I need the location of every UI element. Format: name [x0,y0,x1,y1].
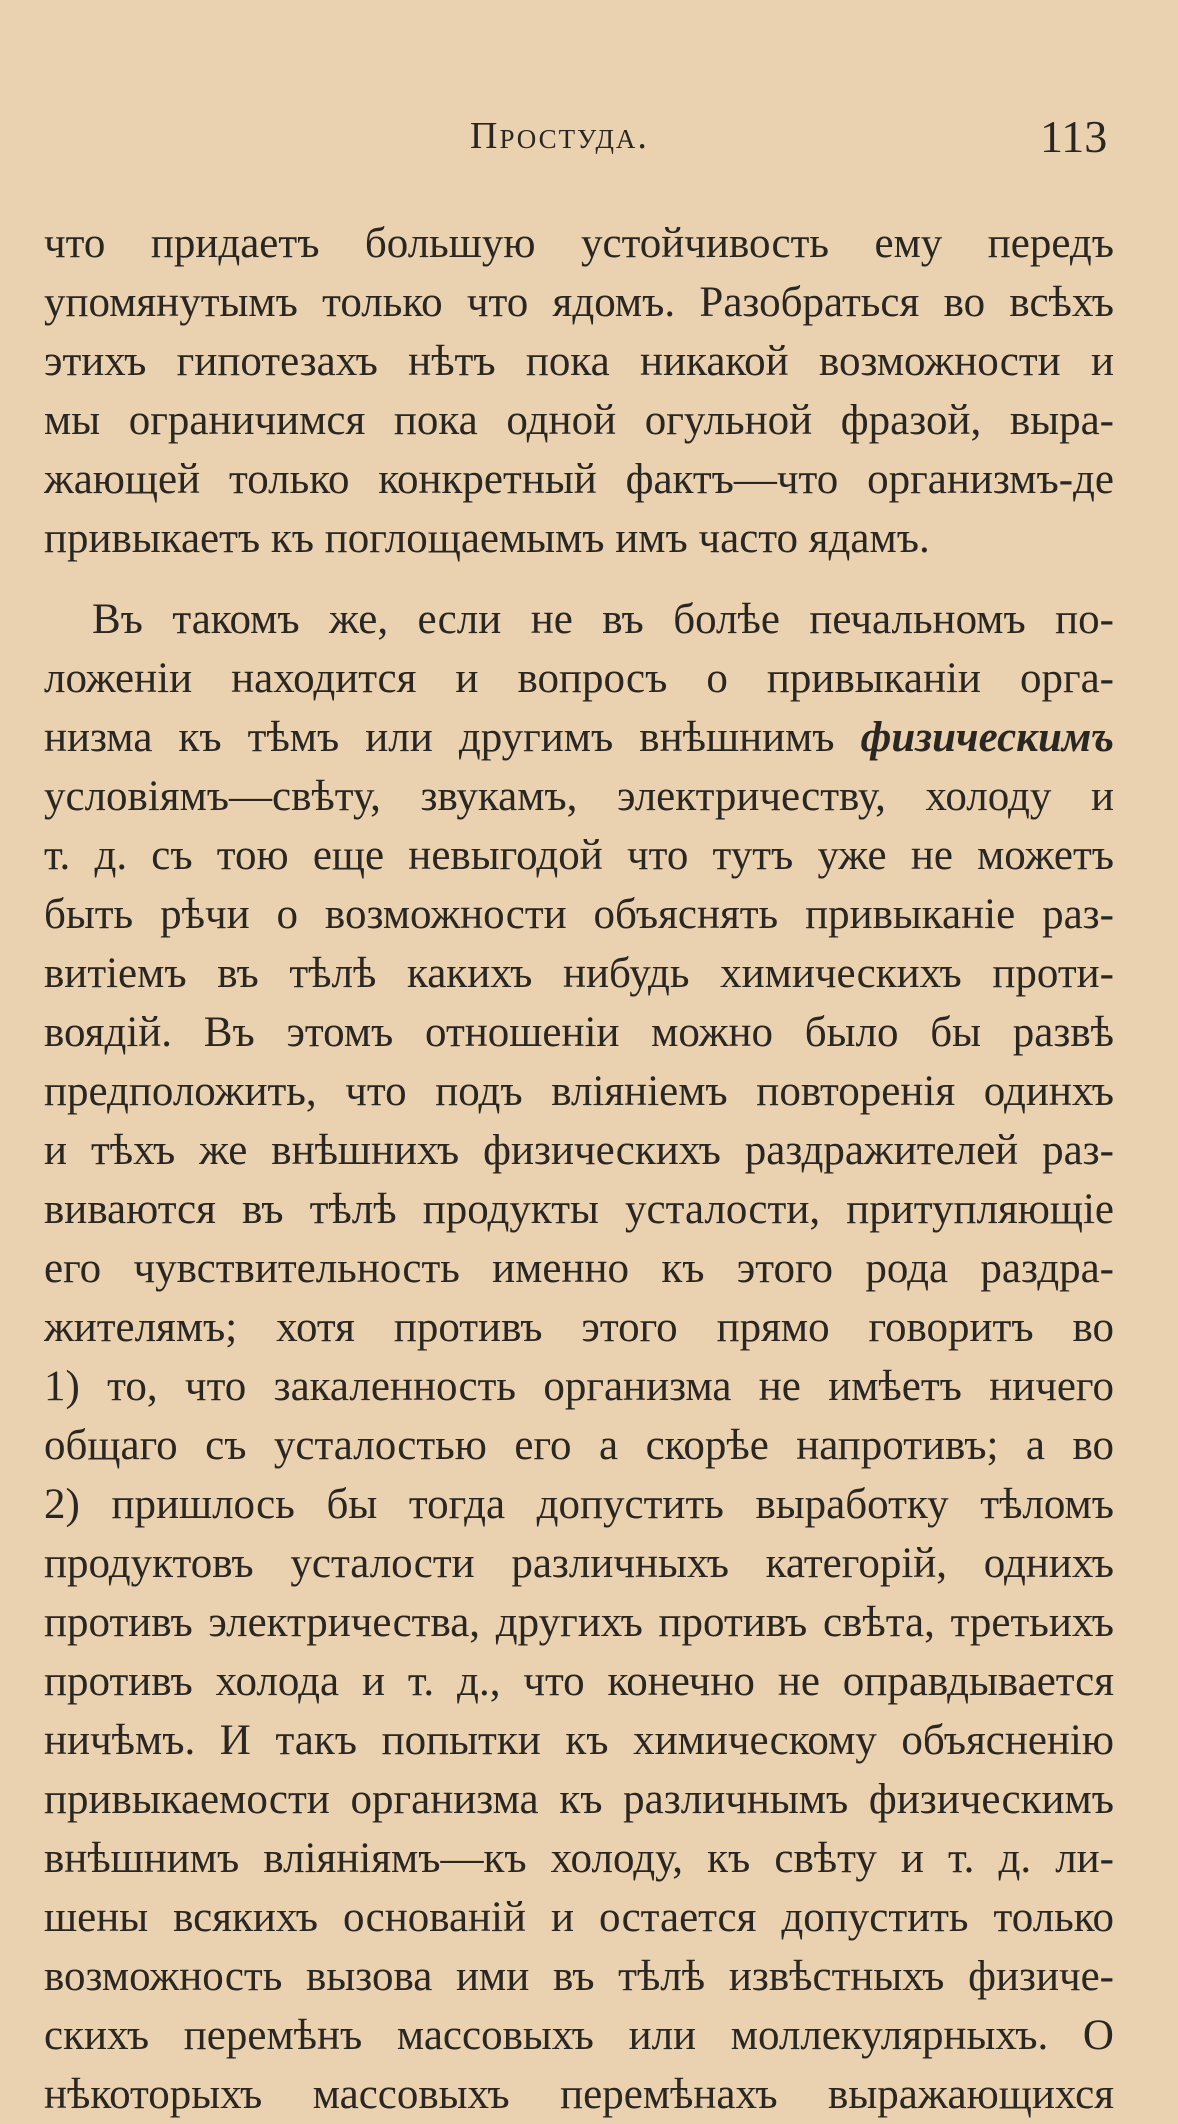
text-line: нѣкоторыхъ массовыхъ перемѣнахъ выражающихся [44,2071,1114,2118]
text-line: ничѣмъ. И такъ попытки къ химическому объясненію [44,1717,1114,1764]
text-line: воядій. Въ этомъ отношеніи можно было бы развѣ [44,1009,1114,1056]
text-line: 2) пришлось бы тогда допустить выработку тѣломъ [44,1481,1114,1528]
text-line: скихъ перемѣнъ массовыхъ или моллекулярныхъ. О [44,2012,1114,2059]
text-line: противъ холода и т. д., что конечно не оправдывается [44,1658,1114,1705]
text-line: привыкаемости организма къ различнымъ физическимъ [44,1776,1114,1823]
text-line: что придаетъ большую устойчивость ему передъ [44,220,1114,267]
paragraph-2 [44,590,1114,2124]
page-number: 113 [1040,111,1108,162]
text-line: продуктовъ усталости различныхъ категорій, однихъ [44,1540,1114,1587]
text-line: шены всякихъ основаній и остается допустить только [44,1894,1114,1941]
paragraph-gap [44,568,1114,590]
text-segment: низма къ тѣмъ или другимъ внѣшнимъ [44,714,861,761]
text-line: и тѣхъ же внѣшнихъ физическихъ раздражителей раз- [44,1127,1114,1174]
text-line: условіямъ—свѣту, звукамъ, электричеству, холоду и [44,773,1114,820]
text-line: мы ограничимся пока одной огульной фразой, выра- [44,397,1114,444]
emphasized-word: физическимъ [860,714,1114,761]
text-line: жителямъ; хотя противъ этого прямо говоритъ во [44,1304,1114,1351]
text-line: 1) то, что закаленность организма не имѣетъ ничего [44,1363,1114,1410]
running-head [0,110,1178,170]
text-line: возможность вызова ими въ тѣлѣ извѣстныхъ физиче- [44,1953,1114,2000]
text-line: его чувствительность именно къ этого рода раздра- [44,1245,1114,1292]
paragraph-1 [44,214,1114,568]
text-line: упомянутымъ только что ядомъ. Разобраться во всѣхъ [44,279,1114,326]
text-line: жающей только конкретный фактъ—что организмъ-де [44,456,1114,503]
body-text [44,214,1114,2124]
text-line: внѣшнимъ вліяніямъ—къ холоду, къ свѣту и т. д. ли- [44,1835,1114,1882]
text-line: противъ электричества, другихъ противъ свѣта, третьихъ [44,1599,1114,1646]
running-title: Простуда. [470,115,649,157]
text-line: предположить, что подъ вліяніемъ повторенія одинхъ [44,1068,1114,1115]
text-line: этихъ гипотезахъ нѣтъ пока никакой возможности и [44,338,1114,385]
text-line: витіемъ въ тѣлѣ какихъ нибудь химическихъ проти- [44,950,1114,997]
text-line: Въ такомъ же, если не въ болѣе печальномъ по- [92,596,1114,643]
text-line: привыкаетъ къ поглощаемымъ имъ часто ядамъ. [44,515,930,562]
text-line: общаго съ усталостью его а скорѣе напротивъ; а во [44,1422,1114,1469]
text-line: т. д. съ тою еще невыгодой что тутъ уже не можетъ [44,832,1114,879]
text-line: ложеніи находится и вопросъ о привыканіи орга- [44,655,1114,702]
text-line: виваются въ тѣлѣ продукты усталости, притупляющіе [44,1186,1114,1233]
text-line: быть рѣчи о возможности объяснять привыканіе раз- [44,891,1114,938]
text-line-with-emphasis [44,708,1114,767]
